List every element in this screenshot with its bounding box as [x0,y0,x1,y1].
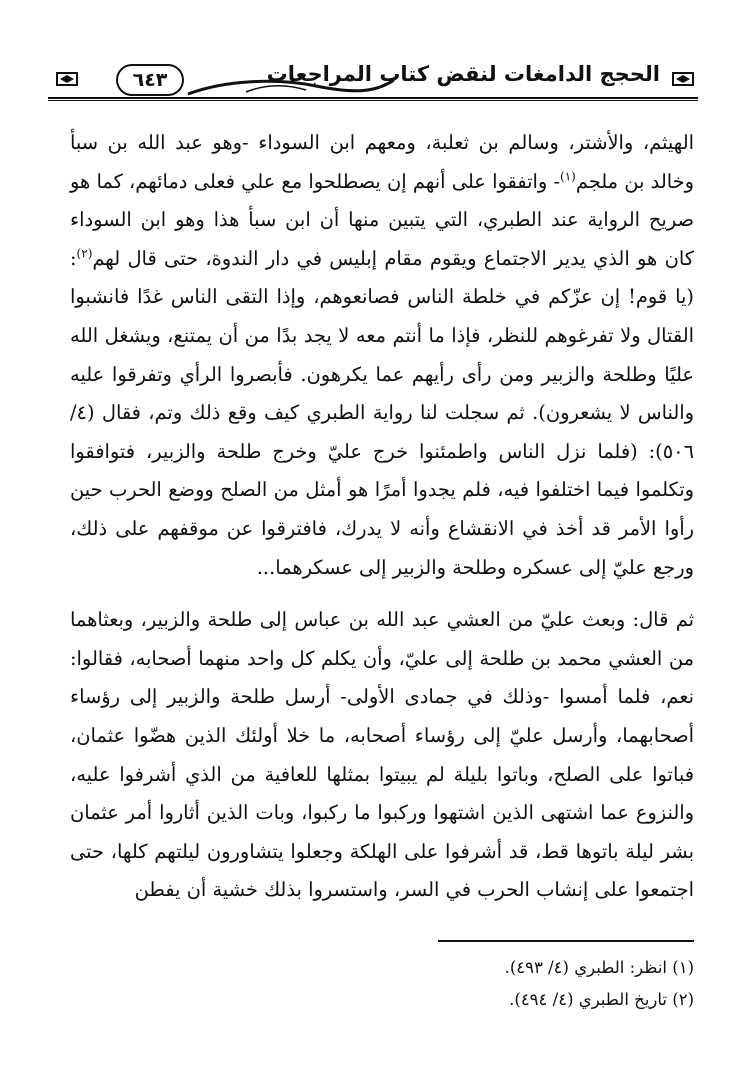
text-segment: الهيثم، والأشتر، وسالم بن ثعلبة، ومعهم ابن السوداء -وهو عبد الله بن سبأ وخالد بن ملجم [70,131,694,193]
page-header [48,58,698,104]
footnote-item: (٢) تاريخ الطبري (٤/ ٤٩٤). [509,990,694,1009]
book-title: الحجج الدامغات لنقض كتاب المراجعات [266,62,660,86]
text-segment: - واتفقوا على أنهم إن يصطلحوا مع علي فعلى دمائهم، كما هو صريح الرواية عند الطبري، التي يتبين منها أن ابن سبأ هذا وهو ابن السوداء كان هو الذي يدير الاجتماع ويقوم مقام إبليس في دار الندوة، حتى قال لهم [70,169,694,270]
header-rule-thin [48,100,698,101]
footnote-ref[interactable]: (٢) [76,246,93,261]
header-rule [48,97,698,99]
paragraph: ثم قال: وبعث عليّ من العشي عبد الله بن عباس إلى طلحة والزبير، وبعثاهما من العشي محمد بن طلحة إلى عليّ، وأن يكلم كل واحد منهما أصحابه، فقالوا: نعم، فلما أمسوا -وذلك في جمادى الأولى- أرسل طلحة والزبير إلى رؤساء أصحابهما، وأرسل عليّ إلى رؤساء أصحابه، ما خلا أولئك الذين هضّوا عثمان، فباتوا على الصلح، وباتوا بليلة لم يبيتوا بمثلها للعافية من الذي أشرفوا عليه، والنزوع عما اشتهى الذين اشتهوا وركبوا ما ركبوا، وبات الذين أثاروا أمر عثمان بشر ليلة باتوها قط، قد أشرفوا على الهلكة وجعلوا يتشاورون ليلتهم كلها، حتى اجتمعوا على إنشاب الحرب في السر، واستسروا بذلك خشية أن يفطن [70,608,694,902]
ornament-left-icon [56,72,78,86]
footnote-separator [438,940,694,942]
ornament-right-icon [672,72,694,86]
footnote-item: (١) انظر: الطبري (٤/ ٤٩٣). [504,958,694,977]
page-number: ٦٤٣ [116,64,184,96]
footnote-ref[interactable]: (١) [560,169,576,184]
main-text [70,124,694,910]
text-segment: : (يا قوم! إن عزّكم في خلطة الناس فصانعوهم، وإذا التقى الناس غدًا فانشبوا القتال ولا تفرغوهم للنظر، فإذا ما أنتم معه لا يجد بدًا من أن يمتنع، ويشغل الله عليًا وطلحة والزبير ومن رأى رأيهم عما يكرهون. فأبصروا الرأي وتفرقوا عليه والناس لا يشعرون). ثم سجلت لنا رواية الطبري كيف وقع ذلك وتم، فقال (٤/ ٥٠٦): (فلما نزل الناس واطمئنوا خرج عليّ وخرج طلحة والزبير، فتوافقوا وتكلموا فيما اختلفوا فيه، فلم يجدوا أمرًا هو أمثل من الصلح ووضع الحرب حين رأوا الأمر قد أخذ في الانقشاع وأنه لا يدرك، فافترقوا عن موقفهم على ذلك، ورجع عليّ إلى عسكره وطلحة والزبير إلى عسكرهما... [70,246,694,579]
paragraph [70,124,694,587]
footnotes [294,952,694,1016]
